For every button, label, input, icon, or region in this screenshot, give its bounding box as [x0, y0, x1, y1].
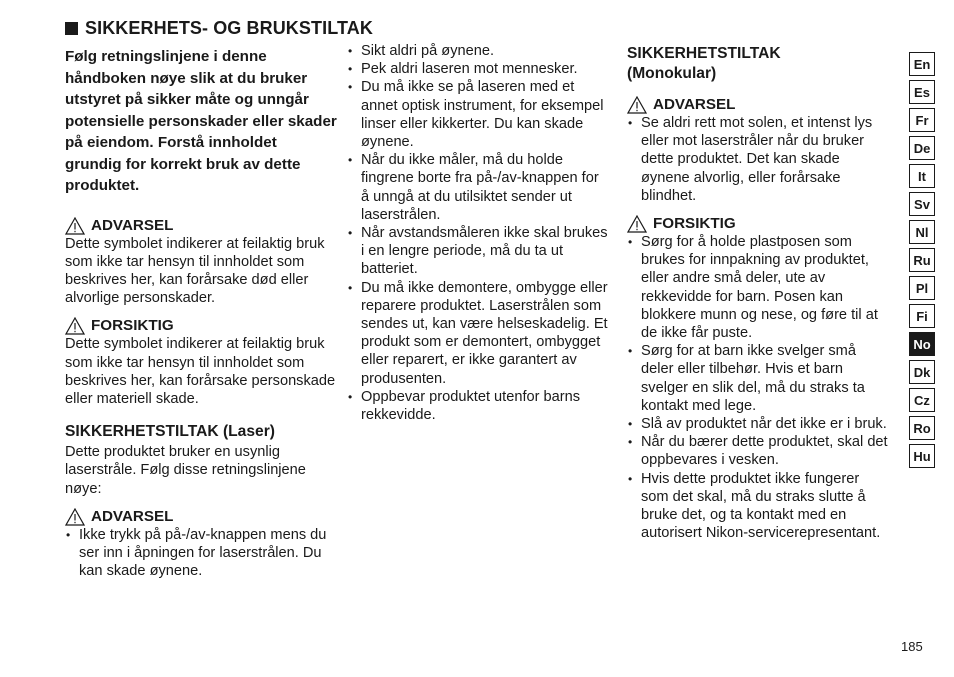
page-number: 185: [901, 639, 923, 654]
list-item: • Hvis dette produktet ikke fungerer som det skal, må du straks slutte å bruke det, og ta kontakt med en autorisert Nikon-servicerepresentant.: [627, 470, 889, 543]
language-tab-es[interactable]: Es: [909, 80, 935, 104]
warning-triangle-icon: [65, 317, 85, 335]
list-item: • Slå av produktet når det ikke er i bruk.: [627, 415, 889, 433]
laser-warning-heading: [65, 508, 337, 526]
list-item: • Du må ikke demontere, ombygge eller reparere produktet. Laserstrålen som sendes ut, kan være helseskadelig. Et produkt som er demontert, ombygget eller reparert, er ikke garantert av produsenten.: [347, 279, 609, 388]
column-3: [627, 44, 889, 542]
monocular-warning-list: [627, 114, 889, 205]
language-tabs: [909, 52, 935, 472]
warning-triangle-icon: [65, 217, 85, 235]
caution-heading-text: FORSIKTIG: [91, 317, 174, 335]
language-tab-en[interactable]: En: [909, 52, 935, 76]
laser-warning-heading-text: ADVARSEL: [91, 507, 174, 525]
language-tab-fi[interactable]: Fi: [909, 304, 935, 328]
list-item: • Ikke trykk på på-/av-knappen mens du ser inn i åpningen for laserstrålen. Du kan skade øynene.: [65, 526, 337, 581]
monocular-caution-list: [627, 233, 889, 542]
language-tab-dk[interactable]: Dk: [909, 360, 935, 384]
monocular-warning-heading-text: ADVARSEL: [653, 96, 736, 113]
column-2: [347, 42, 609, 424]
language-tab-nl[interactable]: Nl: [909, 220, 935, 244]
warning-triangle-icon: [627, 96, 647, 114]
black-square-icon: [65, 22, 78, 35]
warning-heading: [65, 217, 337, 235]
list-item: • Sørg for å holde plastposen som brukes for innpakning av produktet, eller andre små deler, ute av rekkevidde for barn. Posen kan blokkere munn og nese, og føre til at de ikke får puste.: [627, 233, 889, 342]
language-tab-pl[interactable]: Pl: [909, 276, 935, 300]
warning-heading-text: ADVARSEL: [91, 216, 174, 234]
language-tab-cz[interactable]: Cz: [909, 388, 935, 412]
monocular-heading-line2: (Monokular): [627, 65, 717, 82]
caution-heading: [65, 317, 337, 335]
list-item: • Du må ikke se på laseren med et annet optisk instrument, for eksempel linser eller kikkerter. Du kan skade øynene.: [347, 78, 609, 151]
page-title: [65, 18, 373, 39]
monocular-warning-heading: [627, 96, 889, 114]
language-tab-it[interactable]: It: [909, 164, 935, 188]
laser-intro: Dette produktet bruker en usynlig laserstråle. Følg disse retningslinjene nøye:: [65, 444, 306, 497]
language-tab-de[interactable]: De: [909, 136, 935, 160]
list-item: • Pek aldri laseren mot mennesker.: [347, 60, 609, 78]
warning-triangle-icon: [627, 215, 647, 233]
list-item: • Sikt aldri på øynene.: [347, 42, 609, 60]
laser-warning-list: [65, 526, 337, 581]
page-title-text: SIKKERHETS- OG BRUKSTILTAK: [85, 18, 373, 38]
intro-text: Følg retningslinjene i denne håndboken nøye slik at du bruker utstyret på sikker måte og unngår potensielle personskader eller skader på eiendom. Forstå innholdet grundig for korrekt bruk av dette produktet.: [65, 48, 337, 194]
list-item: • Se aldri rett mot solen, et intenst lys eller mot laserstråler når du bruker dette produktet. Det kan skade øynene alvorlig, eller forårsake blindhet.: [627, 114, 889, 205]
list-item: • Når du bærer dette produktet, skal det oppbevares i vesken.: [627, 433, 889, 469]
warning-triangle-icon: [65, 508, 85, 526]
monocular-heading-line1: SIKKERHETSTILTAK: [627, 45, 781, 62]
monocular-section-heading: [627, 44, 889, 84]
language-tab-no[interactable]: No: [909, 332, 935, 356]
list-item: • Når du ikke måler, må du holde fingrene borte fra på-/av-knappen for å unngå at du utilsiktet sender ut laserstrålen.: [347, 151, 609, 224]
list-item: • Oppbevar produktet utenfor barns rekkevidde.: [347, 388, 609, 424]
list-item: • Når avstandsmåleren ikke skal brukes i en lengre periode, må du ta ut batteriet.: [347, 224, 609, 279]
laser-section-heading: SIKKERHETSTILTAK (Laser): [65, 423, 275, 441]
monocular-caution-heading: [627, 215, 889, 233]
monocular-caution-heading-text: FORSIKTIG: [653, 215, 736, 233]
language-tab-sv[interactable]: Sv: [909, 192, 935, 216]
language-tab-ru[interactable]: Ru: [909, 248, 935, 272]
list-item: • Sørg for at barn ikke svelger små deler eller tilbehør. Hvis et barn svelger en slik del, må du straks ta kontakt med lege.: [627, 342, 889, 415]
caution-description: Dette symbolet indikerer at feilaktig bruk som ikke tar hensyn til innholdet som beskrives her, kan forårsake personskade eller materiell skade.: [65, 336, 336, 407]
laser-warning-list-continued: [347, 42, 609, 424]
language-tab-ro[interactable]: Ro: [909, 416, 935, 440]
language-tab-fr[interactable]: Fr: [909, 108, 935, 132]
language-tab-hu[interactable]: Hu: [909, 444, 935, 468]
warning-description: Dette symbolet indikerer at feilaktig bruk som ikke tar hensyn til innholdet som beskrives her, kan forårsake død eller alvorlige personskader.: [65, 235, 325, 307]
column-1: [65, 46, 337, 580]
